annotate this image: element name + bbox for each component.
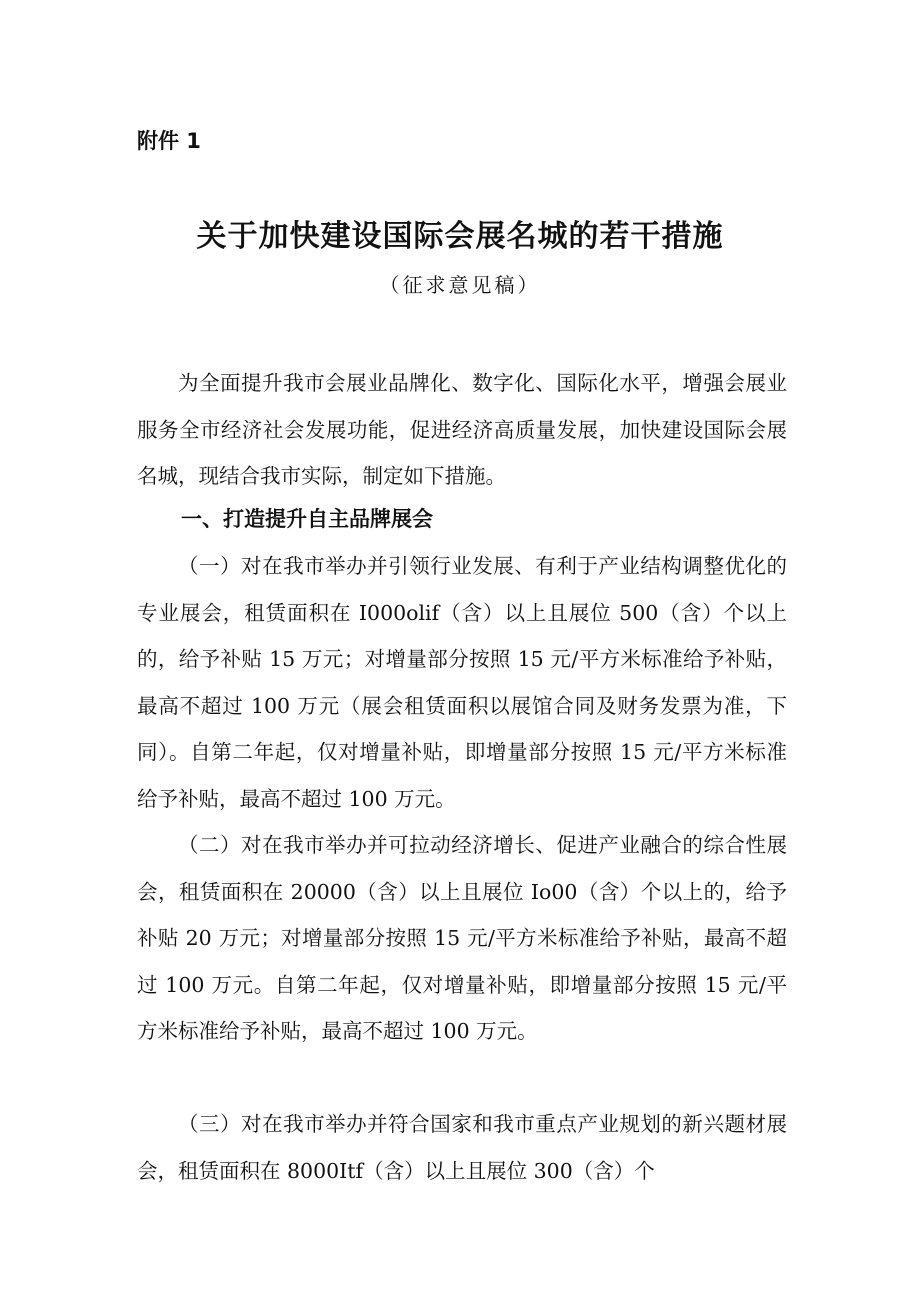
clause-paragraph-1: （一）对在我市举办并引领行业发展、有利于产业结构调整优化的专业展会，租赁面积在 I000olif（含）以上且展位 500（含）个以上的，给予补贴 15 万元；对增量部分按照 15 元/平方米标准给予补贴，最高不超过 100 万元（展会租赁面积以展馆合同及财务发票为准，下同）。自第二年起，仅对增量补贴，即增量部分按照 15 元/平方米标准给予补贴，最高不超过 100 万元。	[137, 554, 787, 811]
document-subtitle: （征求意见稿）	[379, 273, 541, 297]
section-heading-1: 一、打造提升自主品牌展会	[181, 507, 433, 531]
intro-paragraph: 为全面提升我市会展业品牌化、数字化、国际化水平，增强会展业服务全市经济社会发展功能，促进经济高质量发展，加快建设国际会展名城，现结合我市实际，制定如下措施。	[137, 371, 787, 488]
clause-paragraph-3: （三）对在我市举办并符合国家和我市重点产业规划的新兴题材展会，租赁面积在 8000Itf（含）以上且展位 300（含）个	[137, 1112, 787, 1183]
clause-paragraph-2: （二）对在我市举办并可拉动经济增长、促进产业融合的综合性展会，租赁面积在 20000（含）以上且展位 Io00（含）个以上的，给予补贴 20 万元；对增量部分按照 15 元/平方米标准给予补贴，最高不超过 100 万元。自第二年起，仅对增量补贴，即增量部分按照 15 元/平方米标准给予补贴，最高不超过 100 万元。	[137, 833, 787, 1043]
document-title: 关于加快建设国际会展名城的若干措施	[196, 219, 724, 254]
attachment-label: 附件 1	[137, 129, 201, 153]
